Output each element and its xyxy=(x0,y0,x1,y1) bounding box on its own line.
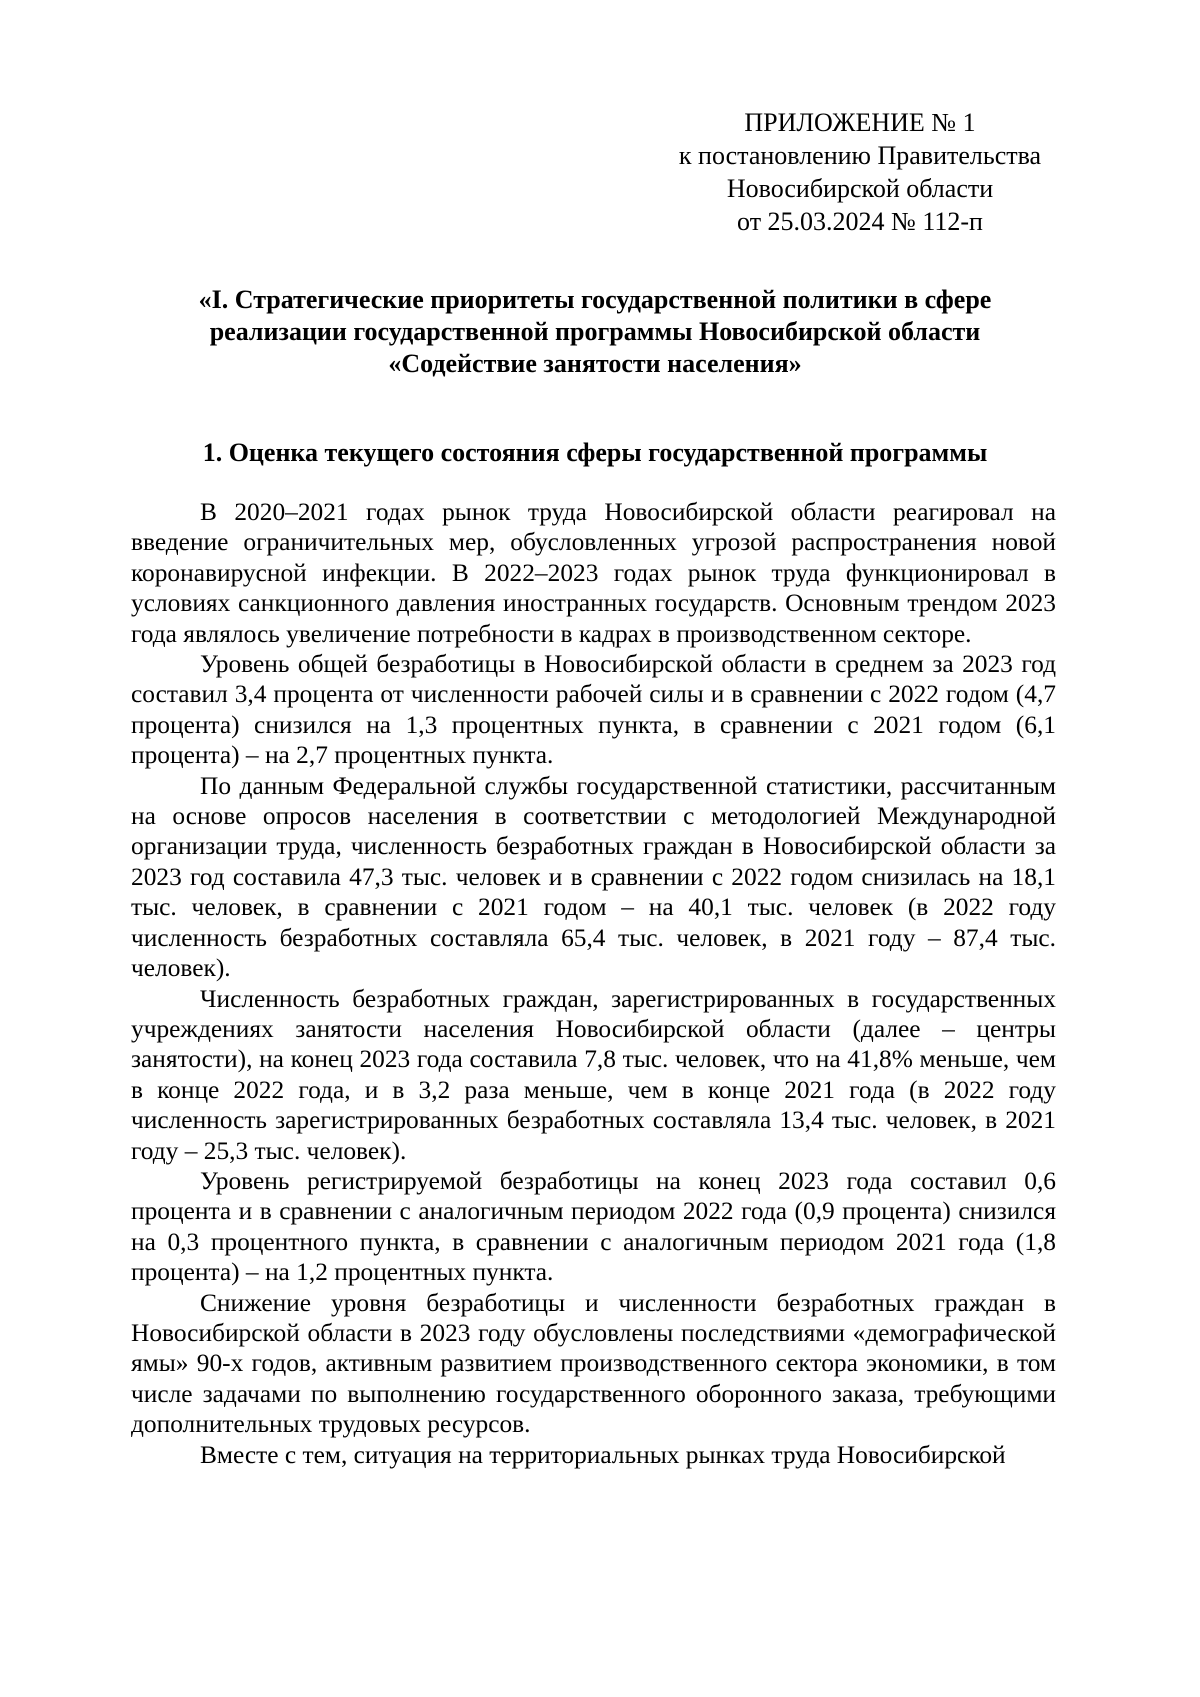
appendix-number: ПРИЛОЖЕНИЕ № 1 xyxy=(744,108,976,137)
appendix-resolution-line: к постановлению Правительства xyxy=(678,141,1042,170)
body-text xyxy=(131,497,1056,1470)
paragraph: Снижение уровня безработицы и численности безработных граждан в Новосибирской области в 2023 году обусловлены последствиями «демографической ямы» 90-х годов, активным развитием производственного сектора экономики, в том числе задачами по выполнению государственного оборонного заказа, требующими дополнительных трудовых ресурсов. xyxy=(131,1288,1056,1439)
paragraph: Численность безработных граждан, зарегистрированных в государственных учреждениях занятости населения Новосибирской области (далее – центры занятости), на конец 2023 года составила 7,8 тыс. человек, что на 41,8% меньше, чем в конце 2022 года, и в 3,2 раза меньше, чем в конце 2021 года (в 2022 году численность зарегистрированных безработных составляла 13,4 тыс. человек, в 2021 году – 25,3 тыс. человек). xyxy=(131,984,1056,1165)
section-title: 1. Оценка текущего состояния сферы государственной программы xyxy=(202,438,988,467)
heading-line-3: «Содействие занятости населения» xyxy=(388,349,802,378)
paragraph: Уровень регистрируемой безработицы на конец 2023 года составил 0,6 процента и в сравнении с аналогичным периодом 2022 года (0,9 процента) снизился на 0,3 процентного пункта, в сравнении с аналогичным периодом 2021 года (1,8 процента) – на 1,2 процентных пункта. xyxy=(131,1166,1056,1287)
paragraph: Уровень общей безработицы в Новосибирской области в среднем за 2023 год составил 3,4 процента от численности рабочей силы и в сравнении с 2022 годом (4,7 процента) снизился на 1,3 процентных пункта, в сравнении с 2021 годом (6,1 процента) – на 2,7 процентных пункта. xyxy=(131,650,1056,770)
paragraph-continued: Вместе с тем, ситуация на территориальных рынках труда Новосибирской xyxy=(200,1440,1006,1469)
appendix-reference xyxy=(660,106,1060,238)
paragraph: В 2020–2021 годах рынок труда Новосибирской области реагировал на введение ограничительных мер, обусловленных угрозой распространения новой коронавирусной инфекции. В 2022–2023 годах рынок труда функционировал в условиях санкционного давления иностранных государств. Основным трендом 2023 года являлось увеличение потребности в кадрах в производственном секторе. xyxy=(131,498,1056,648)
paragraph: По данным Федеральной службы государственной статистики, рассчитанным на основе опросов населения в соответствии с методологией Международной организации труда, численность безработных граждан в Новосибирской области за 2023 год составила 47,3 тыс. человек и в сравнении с 2022 годом снизилась на 18,1 тыс. человек, в сравнении с 2021 годом – на 40,1 тыс. человек (в 2022 году численность безработных составляла 65,4 тыс. человек, в 2021 году – 87,4 тыс. человек). xyxy=(131,771,1056,983)
heading-line-2: реализации государственной программы Новосибирской области xyxy=(209,317,981,346)
heading-line-1: «I. Стратегические приоритеты государственной политики в сфере xyxy=(198,285,992,314)
appendix-date-number: от 25.03.2024 № 112-п xyxy=(737,207,983,236)
appendix-region-line: Новосибирской области xyxy=(726,174,994,203)
document-heading xyxy=(130,284,1060,380)
